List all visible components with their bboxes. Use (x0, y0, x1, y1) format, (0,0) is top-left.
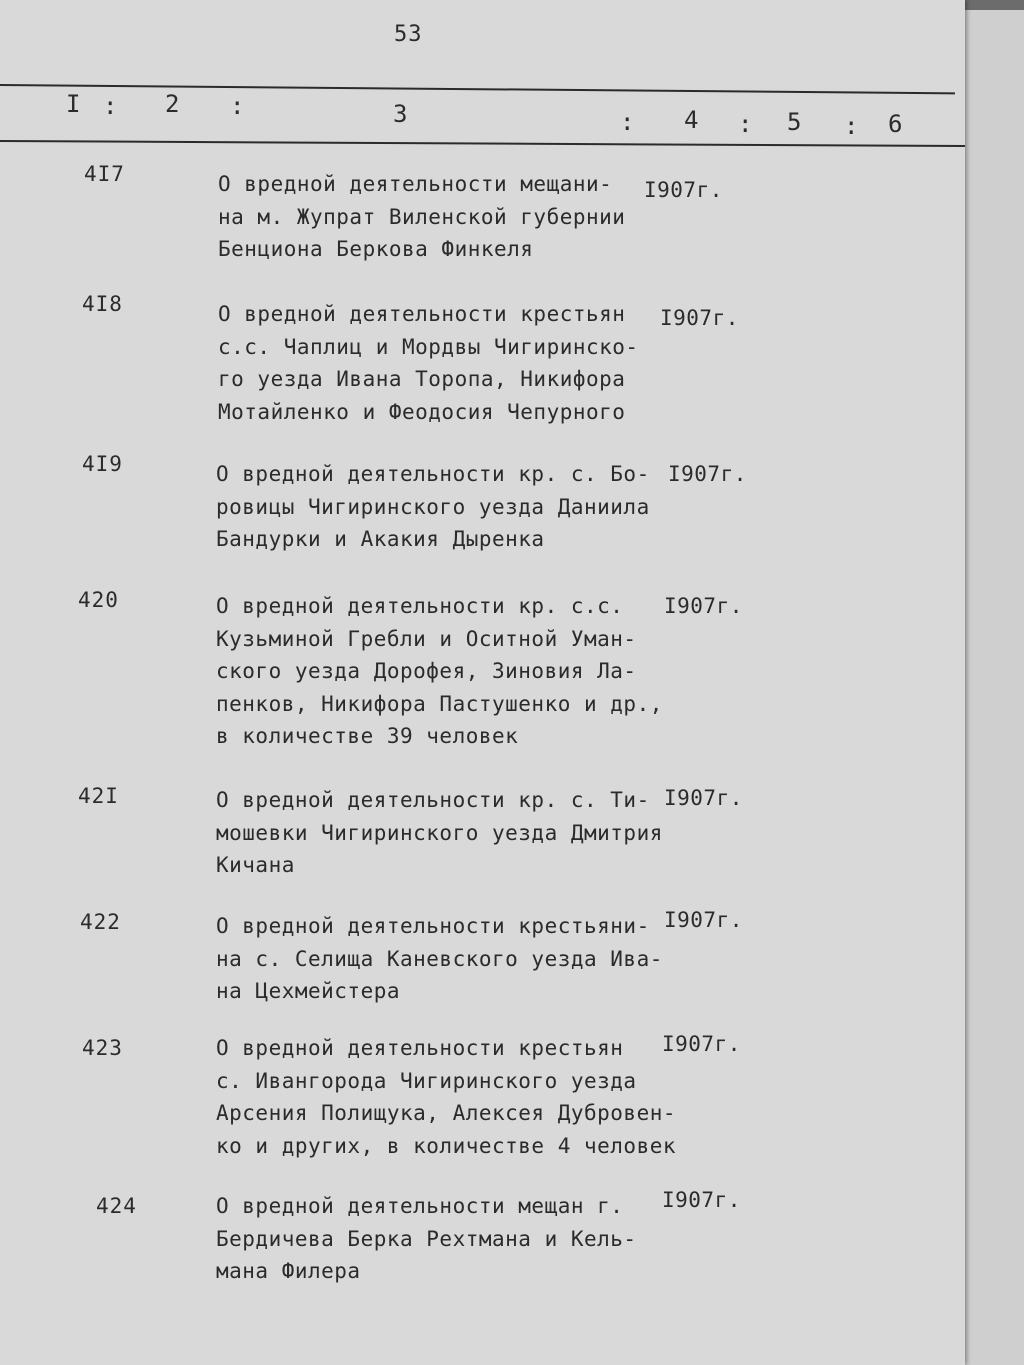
entry-title: О вредной деятельности крестьяни- на с. Селища Каневского уезда Ива- на Цехмейстера (216, 914, 663, 1003)
entry-date: I907г. (664, 786, 743, 810)
entry-date: I907г. (644, 178, 723, 202)
entry-title: О вредной деятельности мещан г. Бердичева Берка Рехтмана и Кель- мана Филера (216, 1194, 637, 1283)
entry-date: I907г. (660, 306, 739, 330)
entry-date: I907г. (664, 594, 743, 618)
entry-title: О вредной деятельности кр. с. Бо- ровицы Чигиринского уезда Даниила Бандурки и Акакия Дыренка (216, 462, 650, 551)
column-header-3: 3 (393, 100, 408, 128)
entry-number: 4I9 (82, 452, 123, 476)
column-separator: : (738, 110, 753, 138)
entry-number: 4I7 (84, 162, 125, 186)
column-header-5: 5 (787, 108, 802, 136)
entry-date: I907г. (668, 462, 747, 486)
column-separator: : (620, 108, 635, 136)
entry-number: 422 (80, 910, 121, 934)
entry-title: О вредной деятельности крестьян с.с. Чаплиц и Мордвы Чигиринско- го уезда Ивана Торопа, Никифора Мотайленко и Феодосия Чепурного (218, 302, 639, 424)
column-separator: : (844, 112, 859, 140)
entry-number: 423 (82, 1036, 123, 1060)
page-number: 53 (394, 22, 423, 47)
entry-number: 420 (78, 588, 119, 612)
column-header-4: 4 (684, 106, 699, 134)
entry-number: 42I (78, 784, 119, 808)
entry-date: I907г. (662, 1188, 741, 1212)
column-separator: : (230, 92, 245, 120)
entry-title: О вредной деятельности кр. с.с. Кузьминой Гребли и Оситной Уман- ского уезда Дорофея, Зиновия Ла- пенков, Никифора Пастушенко и др., в количестве 39 человек (216, 594, 663, 748)
entry-date: I907г. (664, 908, 743, 932)
entry-title: О вредной деятельности крестьян с. Ивангорода Чигиринского уезда Арсения Полищука, Алексея Дубровен- ко и других, в количестве 4 человек (216, 1036, 677, 1158)
entry-date: I907г. (662, 1032, 741, 1056)
entry-title: О вредной деятельности кр. с. Ти- мошевки Чигиринского уезда Дмитрия Кичана (216, 788, 663, 877)
column-header-6: 6 (888, 110, 903, 138)
entry-number: 424 (96, 1194, 137, 1218)
header-rule-bottom (0, 140, 965, 147)
entry-number: 4I8 (82, 292, 123, 316)
entry-title: О вредной деятельности мещани- на м. Жупрат Виленской губернии Бенциона Беркова Финкеля (218, 172, 626, 261)
column-separator: : (103, 92, 118, 120)
column-header-2: 2 (165, 90, 180, 118)
column-header-1: I (66, 90, 81, 118)
header-rule-top (0, 84, 955, 94)
